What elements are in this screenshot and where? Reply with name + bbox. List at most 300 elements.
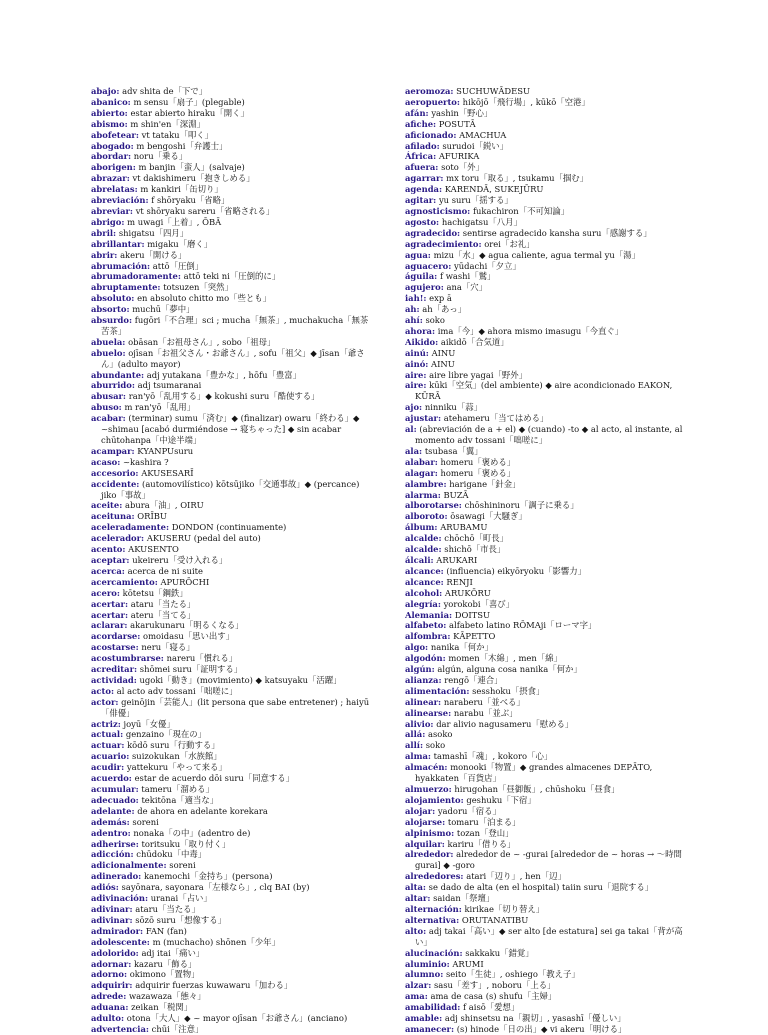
entry-headword: además:	[91, 816, 130, 827]
entry-headword: acento:	[91, 544, 126, 555]
entry-definition: tomaru「泊まる」	[447, 816, 521, 827]
entry-headword: almacén:	[405, 762, 448, 773]
entry-headword: acero:	[91, 587, 120, 598]
entry-definition: ninniku「蒜」	[424, 402, 482, 413]
dictionary-entry	[405, 119, 687, 130]
entry-definition: ojīsan「お祖父さん・お爺さん」, sofu「祖父」◆ jīsan「爺さん」(adulto mayor)	[101, 347, 365, 369]
dictionary-entry	[91, 413, 373, 446]
dictionary-entry	[91, 664, 373, 675]
entry-headword: Alemania:	[405, 609, 453, 620]
entry-definition: dar alivio nagusameru「慰める」	[436, 718, 574, 729]
entry-definition: naraberu「並べる」	[443, 696, 525, 707]
entry-headword: acerca:	[91, 565, 125, 576]
entry-headword: águila:	[405, 271, 438, 282]
entry-definition: vt shōryaku sareru「省略される」	[135, 205, 275, 216]
entry-headword: ajo:	[405, 402, 423, 413]
dictionary-entry	[405, 828, 687, 839]
entry-definition: sōzō suru「想像する」	[135, 914, 227, 925]
dictionary-entry	[91, 391, 373, 402]
entry-definition: suizokukan「水族館」	[132, 751, 222, 762]
entry-headword: adolescente:	[91, 936, 150, 947]
entry-definition: BUZĀ	[443, 489, 469, 500]
dictionary-entry	[91, 599, 373, 610]
entry-definition: geinōjin「芸能人」(lit persona que sabe entretener) ; haiyū「俳優」	[101, 696, 370, 718]
entry-definition: attō「圧倒」	[152, 260, 204, 271]
dictionary-entry	[91, 631, 373, 642]
entry-definition: AINU	[431, 358, 455, 369]
entry-headword: acumular:	[91, 784, 139, 794]
entry-definition: shichō「市長」	[444, 544, 506, 555]
entry-headword: alfombra:	[405, 631, 451, 642]
entry-definition: orei「お礼」	[484, 238, 535, 249]
entry-definition: ateru「当てる」	[130, 609, 196, 620]
entry-definition: AKUSERU (pedal del auto)	[146, 533, 261, 544]
dictionary-entry	[91, 828, 373, 839]
dictionary-entry	[405, 162, 687, 173]
dictionary-entry	[405, 577, 687, 588]
entry-definition: yashin「野心」	[431, 107, 493, 118]
entry-definition: AINU	[431, 347, 456, 358]
dictionary-entry	[405, 915, 687, 926]
dictionary-entry	[91, 740, 373, 751]
entry-headword: aeropuerto:	[405, 96, 460, 107]
entry-headword: adivinar:	[91, 903, 133, 914]
dictionary-entry	[91, 675, 373, 686]
dictionary-entry	[91, 315, 373, 337]
entry-definition: yu suru「揺する」	[438, 195, 513, 206]
entry-definition: m kankiri「缶切り」	[140, 184, 223, 195]
dictionary-entry	[405, 315, 687, 326]
entry-definition: neru「寝る」	[141, 642, 195, 653]
entry-headword: alimentación:	[405, 685, 470, 696]
dictionary-entry	[91, 173, 373, 184]
entry-definition: (terminar) sumu「済む」◆ (finalizar) owaru「終わる」◆ ~shimau [acabó durmiéndose → 寝ちゃった] ◆ sin acabar chūtohanpa「中途半端」	[101, 413, 360, 445]
dictionary-entry	[91, 948, 373, 959]
entry-definition: surudoi「鋭い」	[442, 140, 509, 151]
entry-headword: absoluto:	[91, 293, 135, 304]
dictionary-entry	[405, 173, 687, 184]
entry-headword: alcance:	[405, 576, 444, 587]
entry-definition: genzaino「現在の」	[125, 729, 206, 740]
dictionary-entry	[91, 860, 373, 871]
entry-headword: acampar:	[91, 445, 135, 456]
entry-headword: agujero:	[405, 282, 444, 293]
entry-definition: asoko	[427, 729, 453, 740]
dictionary-entry	[91, 239, 373, 250]
entry-definition: abura「油」, OIRU	[125, 500, 204, 511]
entry-definition: soko	[425, 740, 446, 751]
dictionary-entry	[405, 370, 687, 381]
entry-headword: advertencia:	[91, 1023, 149, 1034]
entry-definition: narabu「並ぶ」	[453, 707, 518, 718]
entry-headword: alojamiento:	[405, 794, 464, 805]
entry-headword: acuerdo:	[91, 773, 132, 784]
dictionary-entry	[91, 620, 373, 631]
entry-definition: chōshininoru「調子に乗る」	[464, 500, 579, 511]
entry-headword: afuera:	[405, 162, 439, 173]
entry-headword: alcohol:	[405, 587, 443, 598]
dictionary-entry	[405, 980, 687, 991]
dictionary-entry	[91, 806, 373, 817]
entry-headword: alternativa:	[405, 914, 460, 925]
dictionary-entry	[91, 261, 373, 272]
entry-definition: f aisō「愛想」	[463, 1002, 520, 1013]
entry-definition: kōtetsu「鋼鉄」	[122, 587, 188, 598]
entry-headword: altar:	[405, 893, 431, 904]
dictionary-entry	[91, 937, 373, 948]
dictionary-entry	[405, 566, 687, 577]
dictionary-entry	[405, 261, 687, 272]
entry-definition: hikōjō「飛行場」, kūkō「空港」	[462, 96, 590, 107]
entry-definition: ARUKŌRU	[444, 587, 491, 598]
entry-headword: aluminio:	[405, 958, 450, 969]
entry-definition: ima「今」◆ ahora mismo imasugu「今直ぐ」	[437, 325, 624, 336]
dictionary-entry	[405, 631, 687, 642]
dictionary-entry	[91, 402, 373, 413]
entry-definition: sakkaku「錯覚」	[465, 947, 534, 958]
entry-headword: algodón:	[405, 653, 446, 664]
dictionary-entry	[405, 413, 687, 424]
dictionary-entry	[91, 119, 373, 130]
entry-definition: adj shinsetsu na「親切」, yasashī「優しい」	[444, 1013, 626, 1024]
entry-headword: alzar:	[405, 980, 432, 991]
entry-headword: adelante:	[91, 805, 135, 816]
dictionary-entry	[405, 1013, 687, 1024]
dictionary-entry	[405, 217, 687, 228]
entry-headword: adecuado:	[91, 794, 139, 805]
entry-definition: yadoru「宿る」	[437, 805, 501, 816]
entry-headword: al:	[405, 424, 417, 435]
dictionary-entry	[405, 893, 687, 904]
entry-definition: estar abierto hiraku「開く」	[130, 107, 249, 118]
entry-headword: abrir:	[91, 249, 118, 260]
dictionary-entry	[405, 282, 687, 293]
entry-definition: tekitōna「適当な」	[141, 794, 219, 805]
entry-definition: kariru「借りる」	[447, 838, 516, 849]
entry-definition: okimono「置物」	[129, 969, 200, 980]
dictionary-entry	[91, 468, 373, 479]
entry-definition: mx toru「取る」, tsukamu「掴む」	[446, 173, 589, 184]
dictionary-entry	[91, 980, 373, 991]
entry-headword: agnosticismo:	[405, 205, 471, 216]
entry-definition: (automovilístico) kōtsūjiko「交通事故」◆ (percance) jiko「事故」	[101, 478, 360, 500]
entry-definition: hirugohan「昼御飯」, chūshoku「昼食」	[454, 784, 620, 794]
entry-headword: alta:	[405, 882, 426, 893]
dictionary-entry	[405, 839, 687, 850]
entry-headword: acostumbrarse:	[91, 653, 164, 664]
entry-definition: al acto adv tossani「咄嗟に」	[116, 685, 238, 696]
entry-definition: soto「外」	[441, 162, 484, 173]
dictionary-entry	[91, 839, 373, 850]
entry-definition: otona「大人」◆ ~ mayor ojīsan「お爺さん」(anciano)	[126, 1013, 348, 1024]
entry-definition: se dado de alta (en el hospital) taiin suru「退院する」	[428, 882, 654, 893]
entry-headword: adicionalmente:	[91, 860, 167, 871]
entry-headword: admirador:	[91, 925, 144, 936]
entry-definition: sesshoku「摂食」	[472, 685, 545, 696]
entry-headword: abrigo:	[91, 216, 125, 227]
entry-definition: ama de casa (s) shufu「主婦」	[430, 991, 557, 1002]
entry-headword: adicción:	[91, 849, 134, 860]
dictionary-entry	[91, 577, 373, 588]
entry-definition: ana「穴」	[446, 282, 488, 293]
dictionary-entry	[405, 751, 687, 762]
entry-headword: acabar:	[91, 413, 126, 424]
entry-definition: kirikae「切り替え」	[464, 903, 545, 914]
dictionary-entry	[91, 195, 373, 206]
dictionary-entry	[91, 522, 373, 533]
entry-headword: abuela:	[91, 336, 126, 347]
entry-definition: alrededor de ~ -gurai [alrededor de ~ horas → ～時間 gurai] ◆ -goro	[415, 849, 682, 871]
dictionary-entry	[91, 271, 373, 282]
dictionary-entry	[405, 719, 687, 730]
entry-headword: aceituna:	[91, 511, 135, 522]
entry-headword: algo:	[405, 642, 429, 653]
entry-definition: m uwagi「上着」, ŌBĀ	[127, 216, 222, 227]
dictionary-entry	[405, 959, 687, 970]
entry-headword: abril:	[91, 227, 117, 238]
entry-headword: alma:	[405, 751, 431, 762]
dictionary-entry	[91, 719, 373, 730]
dictionary-entry	[91, 762, 373, 773]
entry-headword: actividad:	[91, 674, 137, 685]
entry-headword: álbum:	[405, 522, 438, 533]
entry-headword: alianza:	[405, 674, 442, 685]
entry-definition: nanika「何か」	[430, 642, 493, 653]
entry-definition: rengō「連合」	[444, 674, 503, 685]
dictionary-entry	[91, 566, 373, 577]
entry-headword: acertar:	[91, 598, 129, 609]
dictionary-entry	[91, 773, 373, 784]
entry-headword: alojar:	[405, 805, 436, 816]
entry-headword: agenda:	[405, 184, 443, 195]
entry-definition: POSUTĀ	[438, 118, 476, 129]
entry-headword: acordarse:	[91, 631, 141, 642]
entry-definition: f shōryaku「省略」	[151, 195, 230, 206]
entry-headword: alborotarse:	[405, 500, 462, 511]
dictionary-entry	[91, 337, 373, 348]
dictionary-entry	[405, 544, 687, 555]
entry-headword: ah:	[405, 304, 420, 315]
dictionary-entry	[405, 522, 687, 533]
dictionary-entry	[405, 948, 687, 959]
entry-headword: alabar:	[405, 456, 438, 467]
dictionary-entry	[405, 675, 687, 686]
dictionary-entry	[405, 304, 687, 315]
entry-definition: de ahora en adelante korekara	[137, 805, 268, 816]
dictionary-entry	[91, 86, 373, 97]
entry-headword: alternación:	[405, 903, 462, 914]
entry-definition: soreni	[132, 816, 159, 827]
dictionary-entry	[91, 108, 373, 119]
dictionary-entry	[91, 882, 373, 893]
entry-headword: actuar:	[91, 740, 125, 751]
dictionary-entry	[405, 108, 687, 119]
entry-headword: actor:	[91, 696, 119, 707]
entry-headword: abusar:	[91, 391, 127, 402]
entry-definition: aire libre yagai「野外」	[429, 369, 528, 380]
entry-definition: joyū「女優」	[123, 718, 175, 729]
entry-definition: m (muchacho) shōnen「少年」	[152, 936, 280, 947]
right-column	[405, 86, 687, 1035]
entry-headword: agradecimiento:	[405, 238, 482, 249]
entry-headword: acuario:	[91, 751, 130, 762]
dictionary-entry	[91, 555, 373, 566]
entry-definition: seito「生徒」, oshiego「教え子」	[446, 969, 580, 980]
entry-headword: adivinación:	[91, 893, 149, 904]
entry-headword: abrelatas:	[91, 184, 138, 195]
entry-definition: wazawaza「態々」	[128, 991, 206, 1002]
entry-definition: yattekuru「やって来る」	[126, 762, 227, 773]
entry-headword: almuerzo:	[405, 784, 452, 794]
dictionary-entry	[405, 969, 687, 980]
entry-definition: adj itai「痛い」	[141, 947, 205, 958]
entry-definition: monooki「物置」◆ grandes almacenes DEPĀTO, hyakkaten「百貨店」	[415, 762, 653, 784]
entry-headword: acudir:	[91, 762, 125, 773]
entry-headword: alto:	[405, 925, 427, 936]
entry-headword: abrumadoramente:	[91, 271, 181, 282]
entry-definition: KARENDĀ, SUKEJŪRU	[444, 184, 544, 195]
entry-headword: aire:	[405, 369, 427, 380]
entry-headword: Aikido:	[405, 336, 439, 347]
entry-definition: harigane「針金」	[449, 478, 521, 489]
dictionary-entry	[405, 664, 687, 675]
dictionary-entry	[405, 130, 687, 141]
entry-definition: KYANPUsuru	[137, 445, 194, 456]
entry-definition: alfabeto latino RŌMAji「ローマ字」	[449, 620, 597, 631]
entry-headword: adorno:	[91, 969, 128, 980]
dictionary-entry	[405, 380, 687, 402]
entry-headword: alboroto:	[405, 511, 448, 522]
entry-headword: aeromoza:	[405, 86, 454, 96]
dictionary-entry	[405, 97, 687, 108]
entry-headword: abogado:	[91, 140, 134, 151]
entry-headword: abajo:	[91, 86, 120, 96]
entry-headword: alojarse:	[405, 816, 446, 827]
entry-definition: ukeireru「受け入れる」	[132, 554, 228, 565]
dictionary-entry	[405, 151, 687, 162]
entry-definition: hachigatsu「八月」	[441, 216, 522, 227]
entry-definition: saidan「祭壇」	[433, 893, 495, 904]
entry-definition: m ran'yō「乱用」	[124, 402, 196, 413]
entry-definition: ARUBAMU	[440, 522, 488, 533]
entry-definition: adj takai「高い」◆ ser alto [de estatura] sei ga takai「背が高い」	[415, 925, 683, 947]
entry-headword: aguacero:	[405, 260, 452, 271]
dictionary-entry	[405, 555, 687, 566]
dictionary-entry	[91, 610, 373, 621]
entry-definition: tozan「登山」	[456, 827, 514, 838]
entry-headword: algún:	[405, 664, 435, 675]
dictionary-entry	[91, 446, 373, 457]
dictionary-entry	[91, 500, 373, 511]
entry-headword: acaso:	[91, 456, 121, 467]
entry-headword: alumno:	[405, 969, 444, 980]
dictionary-entry	[91, 457, 373, 468]
dictionary-entry	[91, 817, 373, 828]
entry-headword: alivio:	[405, 718, 434, 729]
dictionary-entry	[405, 195, 687, 206]
entry-headword: abuso:	[91, 402, 122, 413]
entry-definition: omoidasu「思い出す」	[143, 631, 235, 642]
dictionary-entry	[91, 544, 373, 555]
entry-definition: sentirse agradecido kansha suru「感謝する」	[462, 227, 652, 238]
entry-headword: adquirir:	[91, 980, 133, 991]
entry-definition: ataru「当たる」	[130, 598, 196, 609]
dictionary-entry	[405, 239, 687, 250]
dictionary-entry	[91, 184, 373, 195]
entry-headword: afán:	[405, 107, 429, 118]
dictionary-entry	[405, 729, 687, 740]
entry-headword: aburrido:	[91, 380, 135, 391]
entry-definition: tameru「溜める」	[141, 784, 214, 794]
entry-headword: acostarse:	[91, 642, 139, 653]
entry-definition: ORĪBU	[137, 511, 167, 522]
dictionary-entry	[91, 784, 373, 795]
dictionary-entry	[91, 871, 373, 882]
entry-headword: accidente:	[91, 478, 140, 489]
entry-definition: vt tataku「叩く」	[141, 129, 214, 140]
dictionary-entry	[91, 151, 373, 162]
dictionary-entry	[405, 293, 687, 304]
dictionary-entry	[405, 500, 687, 511]
entry-definition: AKUSESARĪ	[141, 467, 194, 478]
entry-headword: alrededores:	[405, 871, 464, 882]
entry-definition: DONDON (continuamente)	[171, 522, 287, 533]
dictionary-entry	[405, 228, 687, 239]
dictionary-entry	[405, 926, 687, 948]
dictionary-entry	[405, 359, 687, 370]
entry-definition: adquirir fuerzas kuwawaru「加わる」	[135, 980, 293, 991]
entry-headword: absurdo:	[91, 315, 133, 326]
entry-definition: algún, alguna cosa nanika「何か」	[437, 664, 582, 675]
entry-headword: alquilar:	[405, 838, 445, 849]
entry-headword: alucinación:	[405, 947, 463, 958]
dictionary-entry	[405, 882, 687, 893]
entry-definition: AMACHUA	[459, 129, 507, 140]
entry-headword: amabilidad:	[405, 1002, 461, 1013]
dictionary-entry	[405, 533, 687, 544]
dictionary-entry	[91, 697, 373, 719]
entry-headword: adulto:	[91, 1013, 125, 1024]
entry-headword: adentro:	[91, 827, 131, 838]
entry-definition: yūdachi「夕立」	[454, 260, 521, 271]
entry-definition: noru「乗る」	[133, 151, 188, 162]
entry-headword: afiche:	[405, 118, 437, 129]
entry-definition: sasu「差す」, noboru「上る」	[433, 980, 556, 991]
entry-headword: abanico:	[91, 96, 131, 107]
entry-headword: adiós:	[91, 882, 119, 893]
dictionary-entry	[405, 642, 687, 653]
dictionary-entry	[91, 282, 373, 293]
entry-definition: soreni	[169, 860, 196, 871]
entry-headword: acto:	[91, 685, 115, 696]
entry-definition: shōmei suru「証明する」	[139, 664, 243, 675]
dictionary-entry	[405, 86, 687, 97]
dictionary-entry	[405, 402, 687, 413]
dictionary-entry	[405, 184, 687, 195]
dictionary-entry	[405, 991, 687, 1002]
entry-headword: adinerado:	[91, 871, 142, 882]
dictionary-entry	[405, 904, 687, 915]
entry-definition: adj yutakana「豊かな」, hōfu「豊富」	[146, 369, 301, 380]
entry-definition: homeru「褒める」	[440, 467, 516, 478]
entry-definition: kōdō suru「行動する」	[127, 740, 220, 751]
entry-definition: soko	[425, 315, 445, 326]
entry-headword: alcalde:	[405, 533, 442, 544]
dictionary-entry	[91, 511, 373, 522]
dictionary-entry	[405, 490, 687, 501]
entry-headword: ama:	[405, 991, 428, 1002]
dictionary-entry	[91, 162, 373, 173]
